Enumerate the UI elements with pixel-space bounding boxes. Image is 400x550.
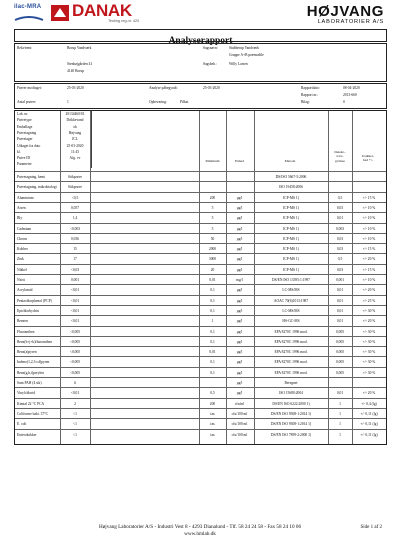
- meta-label: Udtaget fra dato: [17, 143, 41, 148]
- parameter-cell: Enterokokker: [17, 432, 37, 437]
- method-cell: ICP-MS 1): [283, 267, 299, 272]
- unit-cell: µg/l: [236, 267, 243, 272]
- uncertainty-cell: +/- 10 %: [362, 236, 376, 241]
- minimum-cell: 5: [211, 205, 214, 210]
- method-cell: EPA 8270C 1996 mod.: [274, 370, 308, 375]
- detection-limit-cell: 0,005: [335, 329, 345, 334]
- detection-limit-cell: 0,01: [336, 391, 344, 396]
- uncertainty-cell: +/- 20 %: [362, 319, 376, 324]
- method-cell: DS/EN ISO 13395:1:1997: [272, 278, 310, 282]
- rekvirent-address2: 4140 Borup: [67, 69, 85, 73]
- col-minimum: Minimum: [205, 159, 220, 163]
- detection-limit-cell: 1: [339, 432, 341, 437]
- parameter-cell: Vinylchlorid: [17, 391, 36, 396]
- parameter-cell: Epichlorhydrin: [17, 308, 39, 313]
- page-number: Side 1 af 2: [360, 525, 382, 530]
- value-cell: 15: [73, 247, 77, 252]
- opbevaring-value: Pilkat: [180, 100, 189, 104]
- minimum-cell: 0,1: [210, 329, 215, 334]
- detection-limit-cell: 0,03: [336, 205, 344, 210]
- rapportdato-value: 08-04-2020: [343, 86, 360, 90]
- detection-limit-cell: 0,01: [336, 319, 344, 324]
- client-info-box: [14, 43, 387, 82]
- parameter-cell: Bly: [17, 216, 23, 221]
- minimum-cell: i.m.: [209, 422, 216, 427]
- value-cell: <0,005: [69, 339, 81, 344]
- value-cell: <0,03: [70, 267, 80, 272]
- minimum-cell: 5: [211, 216, 214, 221]
- unit-cell: µg/l: [236, 247, 243, 252]
- col-detekt: [329, 150, 351, 163]
- report-title-box: [14, 29, 387, 46]
- footer-address: Højvang Laboratorier A/S - Industri Vest 8 - 4293 Dianalund - Tlf. 58 24 24 58 - Fax 58 24 10 06: [98, 524, 302, 530]
- detection-limit-cell: 0,01: [336, 308, 344, 313]
- col-metode: Metode: [284, 159, 296, 163]
- meta-row: [15, 117, 386, 123]
- detection-limit-cell: 1: [339, 411, 341, 416]
- value-cell: 0,036: [70, 236, 80, 241]
- sagsnavn-value: Stubberup Vandværk: [229, 46, 260, 50]
- unit-cell: µg/l: [236, 226, 243, 231]
- results-table: [14, 110, 387, 445]
- uncertainty-cell: +/- 10 %: [362, 278, 376, 282]
- unit-cell: cfu/100 ml: [231, 422, 248, 427]
- proeve-modtaget-value: 25-03-2020: [67, 86, 84, 90]
- parameter-cell: Aluminium: [17, 195, 34, 200]
- meta-label: Prøve ID: [17, 156, 31, 161]
- column-divider: [199, 111, 200, 444]
- bilag-value: 0: [343, 100, 345, 104]
- value-cell: <0,5: [71, 195, 79, 200]
- column-divider: [60, 111, 61, 444]
- uncertainty-cell: +/- 30 %: [362, 339, 376, 344]
- value-cell: <1: [73, 432, 77, 437]
- meta-label: Prøvetype: [17, 118, 32, 123]
- meta-value: 20134460/01: [65, 112, 85, 116]
- parameter-cell: Coliforme bakt. 37°C: [17, 411, 49, 416]
- uncertainty-cell: +/- 0,4 (lg): [361, 401, 377, 406]
- method-cell: DS/EN ISO 9308-1:2014 1): [270, 422, 312, 427]
- uncertainty-cell: +/- 0,11 (lg): [360, 411, 378, 416]
- sagsnavn-value2: Gruppe A+B præmodtle: [229, 53, 264, 57]
- minimum-cell: 50: [210, 236, 215, 241]
- uncertainty-cell: +/- 10 %: [362, 226, 376, 231]
- method-cell: AOAC 70(6)1013:1987: [273, 298, 309, 303]
- table-row: [15, 429, 386, 440]
- parameter-cell: Zink: [17, 257, 24, 262]
- parameter-cell: Kobber: [17, 247, 28, 252]
- meta-label: Prøvetager: [17, 137, 33, 142]
- sample-info-box: [14, 83, 387, 109]
- value-cell: <0,01: [70, 391, 80, 396]
- unit-cell: µg/l: [236, 350, 243, 355]
- meta-value: ok: [73, 124, 77, 129]
- minimum-cell: 0,5: [210, 391, 215, 396]
- unit-cell: µg/l: [236, 216, 243, 221]
- unit-cell: µg/l: [236, 381, 243, 385]
- parameter-cell: Acrylamid: [17, 288, 33, 293]
- unit-cell: cfu/ml: [234, 401, 245, 406]
- value-cell: <0,005: [69, 329, 81, 334]
- parameter-cell: Benz(a)pyren: [17, 350, 37, 355]
- detection-limit-cell: 0,001: [335, 278, 345, 282]
- method-cell: ISO 15680:2004: [279, 391, 303, 396]
- meta-label: kl.: [17, 149, 21, 154]
- method-cell: ICP-MS 1): [283, 247, 299, 252]
- meta-value: Drikkevand: [66, 118, 84, 123]
- value-cell: 1,4: [72, 216, 78, 221]
- analyse-label: Analyse påbegyndt:: [149, 86, 178, 90]
- column-divider: [254, 111, 255, 444]
- value-cell: 2: [74, 401, 76, 406]
- method-cell: DS/EN ISO 6222:2000 1): [272, 401, 310, 406]
- detection-limit-cell: 0,005: [335, 360, 345, 365]
- parameter-cell: Arsen: [17, 205, 26, 210]
- col-usikker-line1: Usikker-: [361, 154, 375, 158]
- uncertainty-cell: +/- 25 %: [362, 298, 376, 303]
- value-cell: Stikprøve: [68, 185, 82, 190]
- uncertainty-cell: +/- 30 %: [362, 329, 376, 334]
- unit-cell: µg/l: [236, 391, 243, 396]
- uncertainty-cell: +/- 20 %: [362, 391, 376, 396]
- value-cell: <0,005: [69, 350, 81, 355]
- unit-cell: µg/l: [236, 236, 243, 241]
- parameter-cell: Prøvetagning, mikrobiologi: [17, 185, 57, 190]
- minimum-cell: 0,1: [210, 339, 215, 344]
- col-usikker-line2: hed +/-: [362, 158, 374, 163]
- parameter-cell: Sum PAH (4 stk): [17, 381, 42, 385]
- detection-limit-cell: 0,01: [336, 298, 344, 303]
- meta-value: JCL: [72, 137, 78, 142]
- detection-limit-cell: 0,005: [335, 350, 345, 355]
- unit-cell: µg/l: [236, 288, 243, 293]
- value-cell: <0,01: [70, 319, 80, 324]
- unit-cell: µg/l: [236, 257, 243, 262]
- uncertainty-cell: +/- 0,11 (lg): [360, 432, 378, 437]
- method-cell: EPA 8270C 1996 mod.: [274, 350, 308, 355]
- unit-cell: µg/l: [236, 298, 243, 303]
- parameter-cell: Nitrit: [17, 278, 25, 282]
- danak-subtitle: Testing reg.nr. 420: [108, 19, 140, 23]
- meta-row: [15, 130, 386, 136]
- unit-cell: µg/l: [236, 329, 243, 334]
- ilac-text: ilac-MRA: [14, 4, 42, 10]
- col-usikkerhed: [354, 154, 382, 163]
- method-cell: ICP-MS 1): [283, 226, 299, 231]
- detection-limit-cell: 0,03: [336, 267, 344, 272]
- method-cell: ICP-MS 1): [283, 236, 299, 241]
- unit-cell: µg/l: [236, 319, 243, 324]
- uncertainty-cell: +/- 30 %: [362, 370, 376, 375]
- sagsbeh-label: Sagsbeh.:: [203, 62, 217, 66]
- value-cell: 0,001: [70, 278, 80, 282]
- detection-limit-cell: 0,5: [337, 195, 343, 200]
- uncertainty-cell: +/- 15 %: [362, 247, 376, 252]
- unit-cell: µg/l: [236, 308, 243, 313]
- method-cell: LC-MS/MS: [282, 288, 300, 293]
- ilac-swoosh-icon: [14, 14, 44, 23]
- detection-limit-cell: 1: [339, 422, 341, 427]
- method-cell: DS/EN ISO 7899-2:2000 1): [270, 432, 312, 437]
- col-detekt-line3: grænse: [335, 158, 345, 163]
- minimum-cell: 0,1: [210, 360, 215, 365]
- col-detekt-line1: Detekt.-: [334, 150, 346, 154]
- parameter-cell: Nikkel: [17, 267, 27, 272]
- parameter-cell: Benz(b+j+k)fluoranthen: [17, 339, 52, 344]
- value-cell: <0,01: [70, 298, 80, 303]
- sagsbeh-value: Willy Larsen: [229, 62, 248, 66]
- parameter-cell: E. coli: [17, 422, 27, 427]
- hojvang-logo: [307, 3, 384, 25]
- method-cell: ICP-MS 1): [283, 195, 299, 200]
- detection-limit-cell: 0,5: [337, 257, 343, 262]
- uncertainty-cell: +/- 10 %: [362, 216, 376, 221]
- value-cell: <1: [73, 411, 77, 416]
- value-cell: <0,005: [69, 360, 81, 365]
- danak-word: DANAK: [72, 1, 132, 20]
- uncertainty-cell: +/- 30 %: [362, 360, 376, 365]
- ilac-logo: [14, 4, 48, 24]
- value-cell: <0,01: [70, 308, 80, 313]
- method-cell: ICP-MS 1): [283, 205, 299, 210]
- unit-cell: cfu/100 ml: [231, 432, 248, 437]
- method-cell: EPA 8270C 1996 mod.: [274, 329, 308, 334]
- minimum-cell: 200: [209, 195, 216, 200]
- uncertainty-cell: +/- 30 %: [362, 350, 376, 355]
- rekvirent-name: Borup Vandværk: [67, 46, 92, 50]
- rapportnr-value: 2013-660: [343, 93, 357, 97]
- uncertainty-cell: +/- 15 %: [362, 195, 376, 200]
- minimum-cell: i.m.: [209, 432, 216, 437]
- method-cell: Beregnet: [284, 381, 298, 385]
- column-divider: [90, 111, 91, 444]
- unit-cell: µg/l: [236, 205, 243, 210]
- meta-value: 11:45: [70, 149, 80, 154]
- meta-value: Højvang: [68, 130, 82, 135]
- value-cell: 17: [73, 257, 77, 262]
- lab-subtitle: LABORATORIER A/S: [317, 19, 384, 25]
- meta-label: Parametre: [17, 162, 32, 167]
- meta-value: Afg. vv: [69, 156, 81, 161]
- unit-cell: mg/l: [236, 278, 243, 282]
- minimum-cell: 5: [211, 226, 214, 231]
- value-cell: 0,057: [70, 205, 80, 210]
- rapportnr-label: Rapport nr.:: [301, 93, 319, 97]
- analyse-date: 25-03-2020: [203, 86, 220, 90]
- report-title: Analyserapport: [168, 36, 233, 46]
- value-cell: <0,01: [70, 288, 80, 293]
- unit-cell: µg/l: [236, 370, 243, 375]
- bilag-label: Bilag:: [301, 100, 310, 104]
- uncertainty-cell: +/- 20 %: [362, 257, 376, 262]
- method-cell: ISO 19458:2006: [279, 185, 303, 190]
- detection-limit-cell: 1: [339, 401, 341, 406]
- detection-limit-cell: 0,005: [335, 339, 345, 344]
- detection-limit-cell: 0,01: [336, 216, 344, 221]
- opbevaring-label: Opbevaring:: [149, 100, 167, 104]
- rekvirent-address1: Stenhøjgården 41: [67, 62, 93, 66]
- minimum-cell: i.m.: [209, 411, 216, 416]
- minimum-cell: 0,1: [210, 298, 215, 303]
- col-detekt-line2: træs-: [336, 154, 344, 159]
- uncertainty-cell: +/- 20 %: [362, 288, 376, 293]
- parameter-cell: Kimtal 22 °C PCA: [17, 401, 45, 406]
- meta-label: Emballage: [17, 124, 33, 129]
- parameter-cell: Fluoranthen: [17, 329, 35, 334]
- meta-label: Lab. nr.: [17, 112, 29, 116]
- unit-cell: µg/l: [236, 360, 243, 365]
- unit-cell: µg/l: [236, 195, 243, 200]
- method-cell: ICP-MS 1): [283, 257, 299, 262]
- parameter-cell: Benzen: [17, 319, 28, 324]
- column-divider: [328, 111, 329, 444]
- value-cell: <0,005: [69, 370, 81, 375]
- uncertainty-cell: +/- 30 %: [362, 308, 376, 313]
- meta-row: [15, 143, 386, 149]
- minimum-cell: 0,01: [209, 350, 216, 355]
- method-cell: DS/EN ISO 9308-1:2014 1): [270, 411, 312, 416]
- col-enhed: Enhed: [235, 159, 244, 163]
- detection-limit-cell: 0,005: [335, 370, 345, 375]
- minimum-cell: 20: [210, 267, 215, 272]
- minimum-cell: 0,1: [210, 288, 215, 293]
- antal-label: Antal prøver:: [17, 100, 37, 104]
- parameter-cell: Chrom: [17, 236, 27, 241]
- detection-limit-cell: 0,003: [335, 226, 345, 231]
- method-cell: EPA 8270C 1996 mod.: [274, 339, 308, 344]
- method-cell: DS/ISO 5667-5:2006: [275, 175, 307, 179]
- minimum-cell: 3000: [208, 257, 217, 262]
- parameter-cell: Pentachlorphenol (PCP): [17, 298, 52, 303]
- minimum-cell: 2000: [208, 247, 217, 252]
- meta-label: Prøvetagning: [17, 130, 37, 135]
- danak-emblem-icon: [50, 4, 70, 22]
- value-cell: <0,003: [69, 226, 81, 231]
- lab-wordmark: HØJVANG: [306, 3, 384, 20]
- meta-row: [15, 111, 386, 117]
- minimum-cell: 1: [211, 319, 214, 324]
- rapportdato-label: Rapportdato:: [301, 86, 320, 90]
- value-cell: #: [74, 381, 76, 385]
- proeve-modtaget-label: Prøver modtaget:: [17, 86, 42, 90]
- parameter-cell: Benz(g,h,i)perylen: [17, 370, 44, 375]
- parameter-cell: Prøvetagning, kemi: [17, 175, 46, 179]
- column-divider: [352, 111, 353, 444]
- antal-value: 1: [67, 100, 69, 104]
- method-cell: EPA 8270C 1996 mod.: [274, 360, 308, 365]
- meta-row: [15, 136, 386, 142]
- method-cell: LC-MS/MS: [282, 308, 300, 313]
- detection-limit-cell: 0,03: [336, 247, 344, 252]
- detection-limit-cell: 0,03: [336, 236, 344, 241]
- value-cell: <1: [73, 422, 77, 427]
- minimum-cell: 0,1: [210, 370, 215, 375]
- uncertainty-cell: +/- 0,11 (lg): [360, 422, 378, 427]
- method-cell: ICP-MS 1): [283, 216, 299, 221]
- sagsnavn-label: Sagsnavn:: [203, 46, 218, 50]
- unit-cell: µg/l: [236, 339, 243, 344]
- rekvirent-label: Rekvirent:: [17, 46, 33, 50]
- minimum-cell: 0,01: [209, 278, 216, 282]
- detection-limit-cell: 0,01: [336, 288, 344, 293]
- uncertainty-cell: +/- 10 %: [362, 205, 376, 210]
- minimum-cell: 0,1: [210, 308, 215, 313]
- unit-cell: cfu/100 ml: [231, 411, 248, 416]
- footer-website: www.hmlab.dk: [184, 531, 216, 537]
- page-footer: [0, 524, 400, 538]
- value-cell: Stikprøve: [68, 175, 82, 179]
- parameter-cell: Cadmium: [17, 226, 32, 231]
- method-cell: HS-GC-MS: [282, 319, 300, 324]
- meta-row: [15, 124, 386, 130]
- column-divider: [226, 111, 227, 444]
- minimum-cell: 200: [209, 401, 216, 406]
- meta-value: 25-03-2020: [66, 143, 84, 148]
- parameter-cell: Indeno(1,2,3-cd)pyren: [17, 360, 50, 365]
- uncertainty-cell: +/- 15 %: [362, 267, 376, 272]
